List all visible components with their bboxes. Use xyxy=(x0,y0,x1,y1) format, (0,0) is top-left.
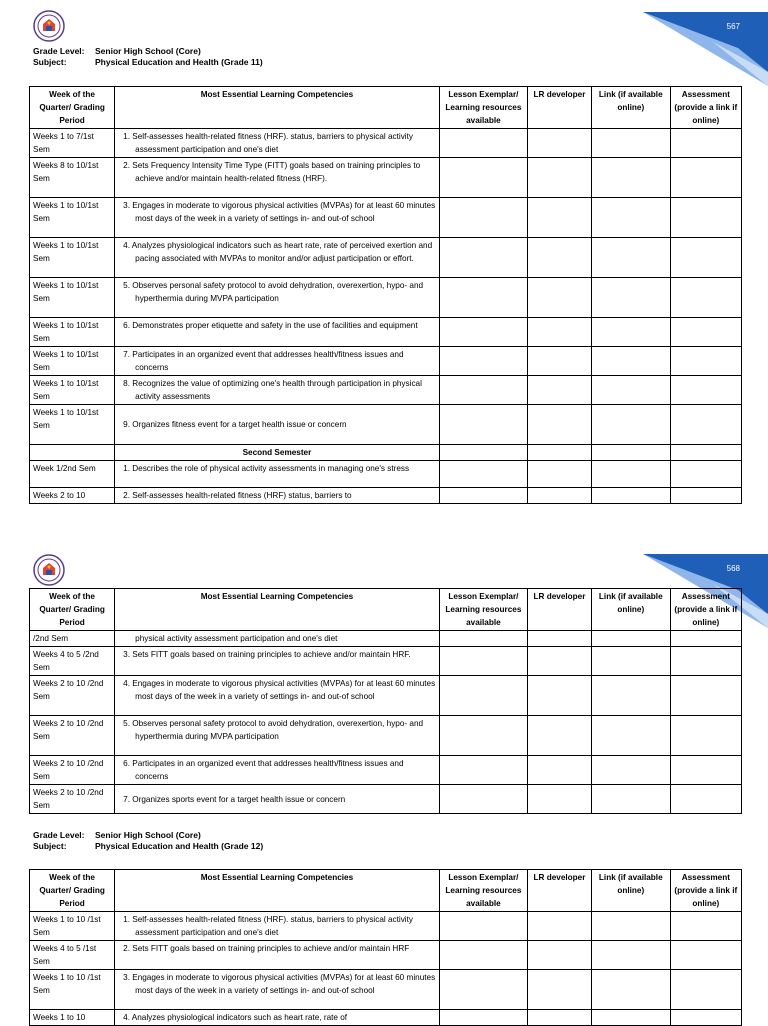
empty-cell xyxy=(528,488,592,504)
empty-cell xyxy=(591,631,670,647)
header-competencies: Most Essential Learning Competencies xyxy=(115,87,440,129)
empty-cell xyxy=(30,445,115,461)
week-cell: Weeks 1 to 10/1st Sem xyxy=(30,238,115,278)
header-link: Link (if available online) xyxy=(591,589,670,631)
header-lr-developer: LR developer xyxy=(528,870,592,912)
empty-cell xyxy=(670,488,741,504)
header-assessment: Assessment (provide a link if online) xyxy=(670,589,741,631)
empty-cell xyxy=(528,716,592,756)
subject-label: Subject: xyxy=(33,57,67,67)
table-row xyxy=(30,347,742,376)
competency-text: 3. Engages in moderate to vigorous physical activities (MVPAs) for at least 60 minutes most days of the week in a variety of settings in- and out-of school xyxy=(123,973,436,995)
grade-level-line xyxy=(33,830,263,841)
week-cell: Weeks 1 to 10/1st Sem xyxy=(30,318,115,347)
competency-text: 1. Self-assesses health-related fitness (HRF). status, barriers to physical activity assessment participation and one's diet xyxy=(123,915,413,937)
empty-cell xyxy=(439,941,527,970)
empty-cell xyxy=(528,785,592,814)
competency-text: 4. Engages in moderate to vigorous physical activities (MVPAs) for at least 60 minutes most days of the week in a variety of settings in- and out-of school xyxy=(123,679,436,701)
empty-cell xyxy=(591,676,670,716)
empty-cell xyxy=(670,631,741,647)
empty-cell xyxy=(670,238,741,278)
competency-text: 3. Engages in moderate to vigorous physical activities (MVPAs) for at least 60 minutes most days of the week in a variety of settings in- and out-of school xyxy=(123,201,436,223)
empty-cell xyxy=(591,376,670,405)
week-cell: Weeks 1 to 10/1st Sem xyxy=(30,405,115,445)
empty-cell xyxy=(439,461,527,488)
empty-cell xyxy=(439,405,527,445)
grade-level-label: Grade Level: xyxy=(33,830,85,840)
empty-cell xyxy=(591,347,670,376)
document-meta xyxy=(33,46,263,68)
empty-cell xyxy=(439,318,527,347)
empty-cell xyxy=(591,970,670,1010)
table-row xyxy=(30,376,742,405)
empty-cell xyxy=(670,376,741,405)
empty-cell xyxy=(591,405,670,445)
empty-cell xyxy=(591,318,670,347)
competencies-table xyxy=(29,86,742,504)
table-row xyxy=(30,129,742,158)
page-number: 568 xyxy=(726,564,740,573)
empty-cell xyxy=(670,278,741,318)
empty-cell xyxy=(439,488,527,504)
competency-cell xyxy=(115,405,440,445)
competencies-table-grade12 xyxy=(29,869,742,1026)
empty-cell xyxy=(591,158,670,198)
empty-cell xyxy=(528,405,592,445)
empty-cell xyxy=(439,158,527,198)
empty-cell xyxy=(528,318,592,347)
empty-cell xyxy=(670,647,741,676)
week-cell: Weeks 1 to 7/1st Sem xyxy=(30,129,115,158)
table-row xyxy=(30,461,742,488)
table-row xyxy=(30,716,742,756)
grade-level-label: Grade Level: xyxy=(33,46,85,56)
empty-cell xyxy=(528,158,592,198)
competency-text: 4. Analyzes physiological indicators such as heart rate, rate of perceived exertion and pacing associated with MVPAs to monitor and/or adjust participation or effort. xyxy=(123,241,433,263)
subject-line xyxy=(33,841,263,852)
competency-cell xyxy=(115,1010,440,1026)
week-cell: Weeks 1 to 10/1st Sem xyxy=(30,376,115,405)
deped-seal-icon xyxy=(33,554,65,586)
empty-cell xyxy=(591,756,670,785)
table-row xyxy=(30,912,742,941)
competency-text: 5. Observes personal safety protocol to avoid dehydration, overexertion, hypo- and hyperthermia during MVPA participation xyxy=(123,719,424,741)
empty-cell xyxy=(670,198,741,238)
empty-cell xyxy=(439,676,527,716)
competency-cell xyxy=(115,970,440,1010)
table-row xyxy=(30,756,742,785)
empty-cell xyxy=(439,647,527,676)
competency-text: 7. Organizes sports event for a target health issue or concern xyxy=(123,794,346,804)
table-header-row xyxy=(30,87,742,129)
empty-cell xyxy=(528,347,592,376)
week-cell: Weeks 2 to 10 /2nd Sem xyxy=(30,785,115,814)
week-cell: /2nd Sem xyxy=(30,631,115,647)
semester-row xyxy=(30,445,742,461)
empty-cell xyxy=(591,129,670,158)
table-row xyxy=(30,278,742,318)
empty-cell xyxy=(670,970,741,1010)
competency-cell xyxy=(115,461,440,488)
competency-cell xyxy=(115,278,440,318)
competency-cell xyxy=(115,347,440,376)
empty-cell xyxy=(528,1010,592,1026)
empty-cell xyxy=(670,1010,741,1026)
empty-cell xyxy=(670,461,741,488)
empty-cell xyxy=(439,1010,527,1026)
empty-cell xyxy=(528,941,592,970)
competency-cell xyxy=(115,238,440,278)
empty-cell xyxy=(528,631,592,647)
empty-cell xyxy=(591,445,670,461)
subject-value: Physical Education and Health (Grade 12) xyxy=(95,841,264,851)
empty-cell xyxy=(591,716,670,756)
empty-cell xyxy=(439,970,527,1010)
subject-value: Physical Education and Health (Grade 11) xyxy=(95,57,263,67)
empty-cell xyxy=(439,912,527,941)
empty-cell xyxy=(670,912,741,941)
week-cell: Weeks 4 to 5 /1st Sem xyxy=(30,941,115,970)
competency-text: 3. Sets FITT goals based on training principles to achieve and/or maintain HRF. xyxy=(123,650,411,659)
competencies-table-continued xyxy=(29,588,742,814)
deped-seal-icon xyxy=(33,10,65,42)
week-cell: Weeks 1 to 10 xyxy=(30,1010,115,1026)
page-number: 567 xyxy=(726,22,740,31)
header-week: Week of the Quarter/ Grading Period xyxy=(30,870,115,912)
document-page-568 xyxy=(0,548,768,1024)
competency-text: 9. Organizes fitness event for a target health issue or concern xyxy=(123,420,347,429)
document-meta-grade12 xyxy=(33,830,263,852)
header-link: Link (if available online) xyxy=(591,87,670,129)
competency-cell xyxy=(115,198,440,238)
competency-cell xyxy=(115,785,440,814)
table-row xyxy=(30,941,742,970)
empty-cell xyxy=(439,445,527,461)
week-cell: Weeks 1 to 10 /1st Sem xyxy=(30,970,115,1010)
week-cell: Weeks 2 to 10 /2nd Sem xyxy=(30,756,115,785)
page-corner-decoration xyxy=(643,12,768,86)
header-week: Week of the Quarter/ Grading Period xyxy=(30,87,115,129)
empty-cell xyxy=(439,278,527,318)
empty-cell xyxy=(670,941,741,970)
table-header-row xyxy=(30,870,742,912)
empty-cell xyxy=(528,445,592,461)
competency-cell xyxy=(115,129,440,158)
table-row xyxy=(30,405,742,445)
week-cell: Weeks 2 to 10 /2nd Sem xyxy=(30,676,115,716)
competency-text: 2. Self-assesses health-related fitness (HRF) status, barriers to xyxy=(123,491,352,500)
week-cell: Weeks 2 to 10 /2nd Sem xyxy=(30,716,115,756)
table-row xyxy=(30,631,742,647)
empty-cell xyxy=(591,941,670,970)
header-lr-developer: LR developer xyxy=(528,87,592,129)
competency-cell xyxy=(115,756,440,785)
competency-cell xyxy=(115,318,440,347)
competency-text: 4. Analyzes physiological indicators such as heart rate, rate of xyxy=(123,1013,348,1022)
empty-cell xyxy=(591,238,670,278)
empty-cell xyxy=(528,278,592,318)
empty-cell xyxy=(591,198,670,238)
competency-cell xyxy=(115,941,440,970)
header-assessment: Assessment (provide a link if online) xyxy=(670,87,741,129)
competency-cell xyxy=(115,676,440,716)
table-row xyxy=(30,647,742,676)
empty-cell xyxy=(439,347,527,376)
competency-cell xyxy=(115,488,440,504)
table-row xyxy=(30,676,742,716)
week-cell: Weeks 8 to 10/1st Sem xyxy=(30,158,115,198)
empty-cell xyxy=(439,376,527,405)
table-row xyxy=(30,158,742,198)
empty-cell xyxy=(670,347,741,376)
competency-text: 2. Sets Frequency Intensity Time Type (FITT) goals based on training principles to achieve and/or maintain health-related fitness (HRF). xyxy=(123,161,421,183)
empty-cell xyxy=(591,912,670,941)
header-competencies: Most Essential Learning Competencies xyxy=(115,870,440,912)
header-lesson-exemplar: Lesson Exemplar/ Learning resources available xyxy=(439,589,527,631)
empty-cell xyxy=(528,970,592,1010)
grade-level-line xyxy=(33,46,263,57)
header-lesson-exemplar: Lesson Exemplar/ Learning resources available xyxy=(439,87,527,129)
competency-cell xyxy=(115,912,440,941)
subject-label: Subject: xyxy=(33,841,67,851)
subject-line xyxy=(33,57,263,68)
empty-cell xyxy=(528,238,592,278)
empty-cell xyxy=(591,278,670,318)
header-link: Link (if available online) xyxy=(591,870,670,912)
empty-cell xyxy=(439,198,527,238)
competency-text: 6. Demonstrates proper etiquette and safety in the use of facilities and equipment xyxy=(123,321,418,330)
competency-cell xyxy=(115,158,440,198)
empty-cell xyxy=(670,785,741,814)
competency-text: physical activity assessment participation and one's diet xyxy=(135,634,338,643)
empty-cell xyxy=(439,716,527,756)
empty-cell xyxy=(439,785,527,814)
week-cell: Week 1/2nd Sem xyxy=(30,461,115,488)
grade-level-value: Senior High School (Core) xyxy=(95,830,201,840)
competency-text: 6. Participates in an organized event that addresses health/fitness issues and concerns xyxy=(123,759,404,781)
week-cell: Weeks 1 to 10/1st Sem xyxy=(30,278,115,318)
competency-text: 1. Self-assesses health-related fitness (HRF). status, barriers to physical activity assessment participation and one's diet xyxy=(123,132,413,154)
header-week: Week of the Quarter/ Grading Period xyxy=(30,589,115,631)
competency-text: 8. Recognizes the value of optimizing one's health through participation in physical activity assessments xyxy=(123,379,422,401)
empty-cell xyxy=(591,785,670,814)
empty-cell xyxy=(591,1010,670,1026)
competency-text: 2. Sets FITT goals based on training principles to achieve and/or maintain HRF xyxy=(123,944,410,953)
empty-cell xyxy=(528,912,592,941)
grade-level-value: Senior High School (Core) xyxy=(95,46,201,56)
competency-cell xyxy=(115,716,440,756)
week-cell: Weeks 1 to 10 /1st Sem xyxy=(30,912,115,941)
empty-cell xyxy=(439,756,527,785)
competency-cell xyxy=(115,631,440,647)
week-cell: Weeks 1 to 10/1st Sem xyxy=(30,198,115,238)
header-assessment: Assessment (provide a link if online) xyxy=(670,870,741,912)
table-row xyxy=(30,785,742,814)
empty-cell xyxy=(528,129,592,158)
table-header-row xyxy=(30,589,742,631)
week-cell: Weeks 2 to 10 xyxy=(30,488,115,504)
table-row xyxy=(30,970,742,1010)
empty-cell xyxy=(439,631,527,647)
table-row xyxy=(30,198,742,238)
table-row xyxy=(30,488,742,504)
empty-cell xyxy=(528,756,592,785)
competency-cell xyxy=(115,647,440,676)
empty-cell xyxy=(670,158,741,198)
header-competencies: Most Essential Learning Competencies xyxy=(115,589,440,631)
competency-cell xyxy=(115,376,440,405)
empty-cell xyxy=(591,488,670,504)
empty-cell xyxy=(528,376,592,405)
competency-text: 1. Describes the role of physical activity assessments in managing one's stress xyxy=(123,464,410,473)
empty-cell xyxy=(670,445,741,461)
empty-cell xyxy=(670,756,741,785)
header-lesson-exemplar: Lesson Exemplar/ Learning resources available xyxy=(439,870,527,912)
empty-cell xyxy=(528,647,592,676)
empty-cell xyxy=(528,461,592,488)
table-row xyxy=(30,238,742,278)
empty-cell xyxy=(670,405,741,445)
table-row xyxy=(30,318,742,347)
competency-text: 7. Participates in an organized event that addresses health/fitness issues and concerns xyxy=(123,350,404,372)
empty-cell xyxy=(591,461,670,488)
empty-cell xyxy=(670,676,741,716)
empty-cell xyxy=(528,676,592,716)
empty-cell xyxy=(670,318,741,347)
second-semester-label: Second Semester xyxy=(115,445,440,461)
competency-text: 5. Observes personal safety protocol to avoid dehydration, overexertion, hypo- and hyperthermia during MVPA participation xyxy=(123,281,424,303)
empty-cell xyxy=(439,238,527,278)
empty-cell xyxy=(439,129,527,158)
empty-cell xyxy=(591,647,670,676)
header-lr-developer: LR developer xyxy=(528,589,592,631)
week-cell: Weeks 1 to 10/1st Sem xyxy=(30,347,115,376)
empty-cell xyxy=(670,716,741,756)
week-cell: Weeks 4 to 5 /2nd Sem xyxy=(30,647,115,676)
table-row xyxy=(30,1010,742,1026)
empty-cell xyxy=(528,198,592,238)
empty-cell xyxy=(670,129,741,158)
